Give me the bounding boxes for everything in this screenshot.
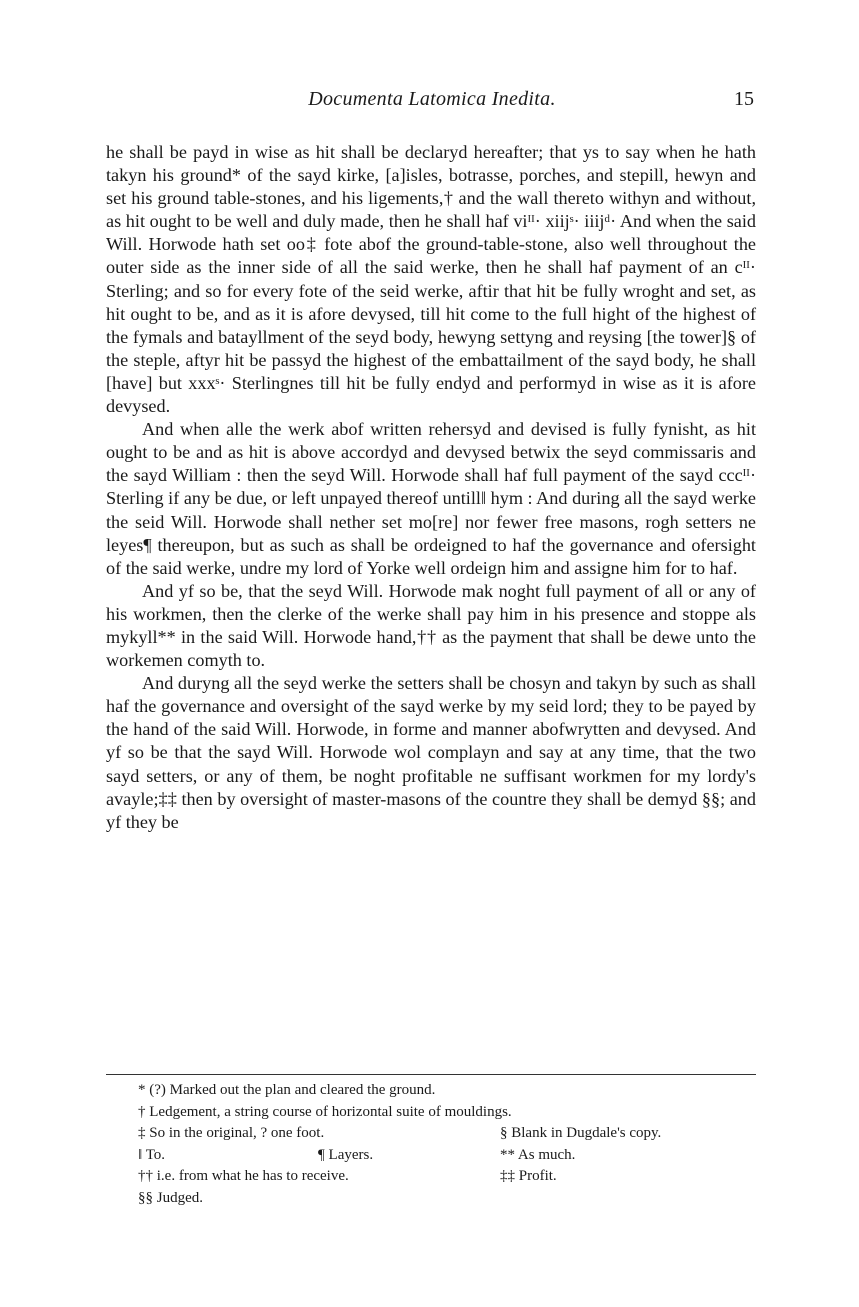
paragraph-2: And when alle the werk abof written rehersyd and devised is fully fynisht, as hit ought to be and as hit is above accordyd and devysed betwix the seyd commissaris and the sayd William : then the seyd Will. Horwode shall haf full payment of the sayd cccᴵᴵ· Sterling if any be due, or left unpayed thereof untill‖ hym : And during all the sayd werke the seid Will. Horwode shall nether set mo[re] nor fewer free masons, rogh setters ne leyes¶ thereupon, but as such as shall be ordeigned to haf the governance and ofersight of the said werke, undre my lord of Yorke well ordeign him and assigne him for to haf.	[106, 419, 756, 578]
paragraph-3: And yf so be, that the seyd Will. Horwode mak noght full payment of all or any of his workmen, then the clerke of the werke shall pay him in his presence and stoppe als mykyll** in the said Will. Horwode hand,†† as the payment that shall be dewe unto the workemen comyth to.	[106, 580, 756, 671]
paragraph-1: he shall be payd in wise as hit shall be declaryd hereafter; that ys to say when he hath takyn his ground* of the sayd kirke, [a]isles, botrasse, porches, and stepill, hewyn and set his ground table-stones, and his ligements,† and the wall thereto withyn and without, as hit ought to be well and duly made, then he shall haf viᴵᴵ· xiijˢ· iiijᵈ· And when the said Will. Horwode hath set oo‡ fote abof the ground-table-stone, also well throughout the outer side as the inner side of all the said werke, then he shall haf payment of an cᴵᴵ· Sterling; and so for every fote of the seid werke, aftir that hit be fully wroght and set, as hit ought to be, and as it is afore devysed, till hit come to the full hight of the highest of the fymals and batayllment of the seyd body, hewyng settyng and reysing [the tower]§ of the steple, aftyr hit be passyd the highest of the embattailment of the sayd body, he shall [have] but xxxˢ· Sterlingnes till hit be fully endyd and performyd in wise as it is afore devysed.	[106, 142, 756, 417]
footnotes	[138, 1080, 748, 1209]
running-head	[110, 88, 754, 118]
footnote-8: †† i.e. from what he has to receive.	[138, 1168, 349, 1184]
paragraph-4: And duryng all the seyd werke the setters shall be chosyn and takyn by such as shall haf the governance and oversight of the sayd werke by my seid lord; they to be payed by the hand of the said Will. Horwode, in forme and manner abofwrytten and devysed. And yf so be that the sayd Will. Horwode wol complayn and say at any time, that the two sayd setters, or any of them, be noght profitable ne suffisant workmen for my lordy's avayle;‡‡ then by oversight of master-masons of the countre they shall be demyd §§; and yf they be	[106, 673, 756, 832]
body-text	[106, 141, 756, 834]
footnote-10: §§ Judged.	[138, 1189, 203, 1206]
running-title: Documenta Latomica Inedita.	[308, 88, 556, 110]
footnote-2: † Ledgement, a string course of horizontal suite of mouldings.	[138, 1103, 512, 1120]
footnote-4: § Blank in Dugdale's copy.	[500, 1125, 662, 1141]
page-number: 15	[734, 88, 754, 110]
footnote-5: ‖ To.	[138, 1146, 166, 1163]
footnote-9: ‡‡ Profit.	[500, 1168, 557, 1184]
footnote-rule	[106, 1074, 756, 1075]
footnote-3: ‡ So in the original, ? one foot.	[138, 1125, 325, 1141]
footnote-6: ¶ Layers.	[318, 1146, 374, 1163]
footnote-1: * (?) Marked out the plan and cleared the ground.	[138, 1082, 436, 1098]
footnote-7: ** As much.	[500, 1146, 576, 1163]
